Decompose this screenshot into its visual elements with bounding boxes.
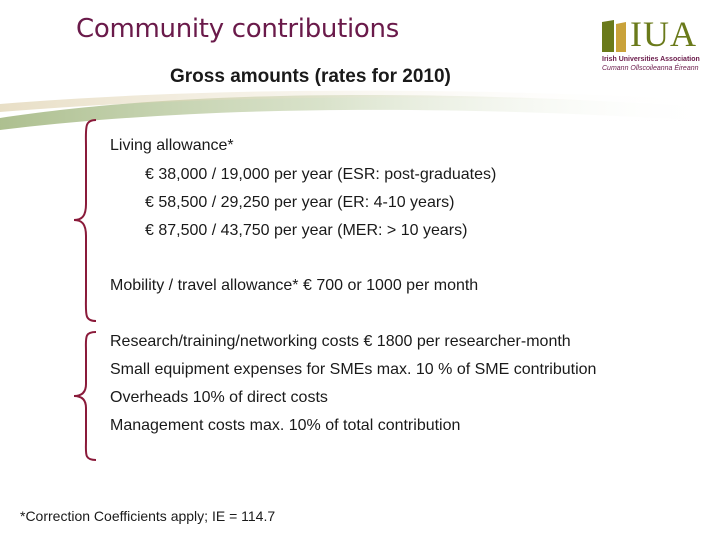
iua-logo [600, 14, 710, 80]
logo-text: IUA [630, 14, 697, 54]
logo-name-english: Irish Universities Association [602, 56, 700, 63]
living-allowance-label: Living allowance* [110, 137, 234, 154]
rate-mer: € 87,500 / 43,750 per year (MER: > 10 years) [145, 222, 468, 239]
management-costs: Management costs max. 10% of total contribution [110, 417, 461, 434]
logo-mark-icon [600, 18, 628, 54]
left-brace-icon [70, 330, 100, 462]
subtitle: Gross amounts (rates for 2010) [170, 66, 451, 87]
mobility-allowance: Mobility / travel allowance* € 700 or 1000 per month [110, 277, 479, 294]
logo-name-irish: Cumann Ollscoileanna Éireann [602, 65, 699, 72]
slide-title: Community contributions [76, 14, 399, 44]
rate-esr: € 38,000 / 19,000 per year (ESR: post-graduates) [145, 166, 497, 183]
rate-er: € 58,500 / 29,250 per year (ER: 4-10 years) [145, 194, 455, 211]
small-equipment-expenses: Small equipment expenses for SMEs max. 10 % of SME contribution [110, 361, 597, 378]
research-costs: Research/training/networking costs € 1800 per researcher-month [110, 333, 571, 350]
left-brace-icon [70, 118, 100, 323]
footnote: *Correction Coefficients apply; IE = 114.7 [20, 508, 276, 524]
overheads: Overheads 10% of direct costs [110, 389, 328, 406]
